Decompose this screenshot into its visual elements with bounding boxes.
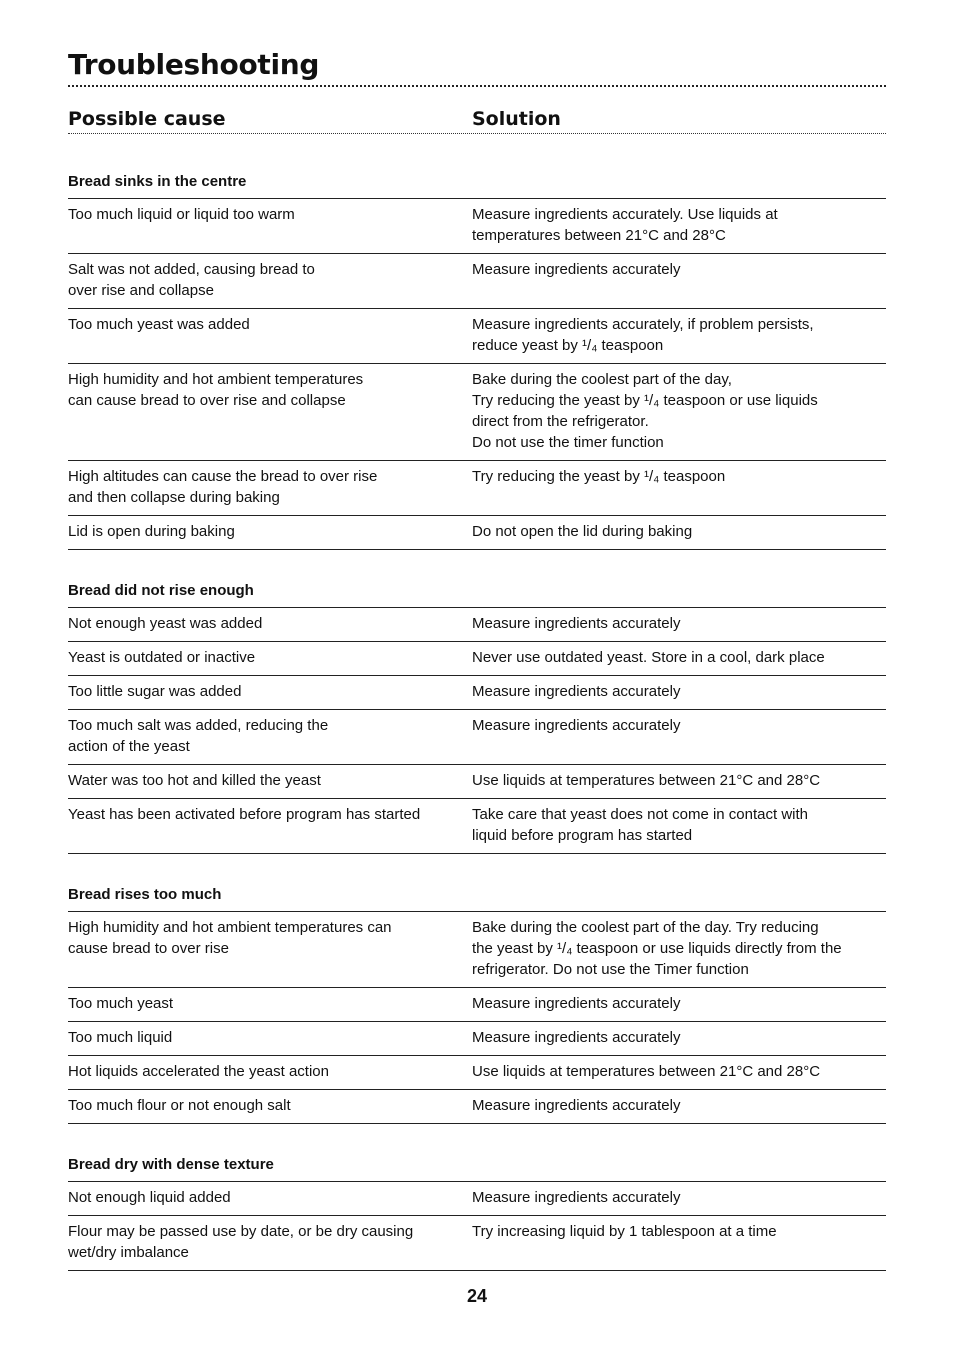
- cause-cell: Not enough liquid added: [68, 1189, 231, 1206]
- title-divider: [68, 85, 886, 87]
- solution-cell: Take care that yeast does not come in contact with liquid before program has started: [472, 806, 809, 844]
- page-number: 24: [466, 1286, 488, 1306]
- cause-cell: Too much yeast was added: [68, 316, 250, 333]
- cause-cell: Too much liquid: [68, 1029, 173, 1046]
- table-row: [68, 676, 886, 710]
- table-row: [68, 309, 886, 364]
- table-row: [68, 1182, 886, 1216]
- table-row: [68, 608, 886, 642]
- section: [68, 576, 886, 854]
- section: [68, 167, 886, 550]
- table-row: [68, 710, 886, 765]
- table-row: [68, 1022, 886, 1056]
- table-row: [68, 254, 886, 309]
- section: [68, 880, 886, 1124]
- page-title: Troubleshooting: [68, 48, 320, 81]
- solution-cell: Measure ingredients accurately: [472, 717, 681, 734]
- column-header-solution: Solution: [472, 108, 561, 130]
- table-row: [68, 199, 886, 254]
- section-title: Bread dry with dense texture: [68, 1150, 886, 1182]
- solution-cell: Measure ingredients accurately, if problem persists, reduce yeast by ¹/₄ teaspoon: [472, 316, 814, 354]
- cause-cell: Too much yeast: [68, 995, 174, 1012]
- table-row: [68, 912, 886, 988]
- table-row: [68, 364, 886, 461]
- solution-cell: Measure ingredients accurately. Use liquids at temperatures between 21°C and 28°C: [472, 206, 778, 244]
- header-divider: [68, 133, 886, 134]
- cause-cell: Too little sugar was added: [68, 683, 242, 700]
- cause-cell: High humidity and hot ambient temperatures can cause bread to over rise and collapse: [68, 371, 364, 409]
- cause-cell: Lid is open during baking: [68, 523, 235, 540]
- solution-cell: Bake during the coolest part of the day, Try reducing the yeast by ¹/₄ teaspoon or use liquids direct from the refrigerator. Do not use the timer function: [472, 371, 818, 451]
- solution-cell: Never use outdated yeast. Store in a cool, dark place: [472, 649, 825, 666]
- section-title: Bread sinks in the centre: [68, 167, 886, 199]
- cause-cell: High altitudes can cause the bread to over rise and then collapse during baking: [68, 468, 378, 506]
- cause-cell: Too much liquid or liquid too warm: [68, 206, 295, 223]
- solution-cell: Try reducing the yeast by ¹/₄ teaspoon: [472, 468, 726, 485]
- solution-cell: Measure ingredients accurately: [472, 261, 681, 278]
- table-row: [68, 1216, 886, 1271]
- table-row: [68, 799, 886, 854]
- cause-cell: High humidity and hot ambient temperatures can cause bread to over rise: [68, 919, 392, 957]
- solution-cell: Measure ingredients accurately: [472, 615, 681, 632]
- solution-cell: Try increasing liquid by 1 tablespoon at a time: [472, 1223, 777, 1240]
- table-row: [68, 516, 886, 550]
- solution-cell: Measure ingredients accurately: [472, 1029, 681, 1046]
- cause-cell: Yeast has been activated before program has started: [68, 806, 421, 823]
- table-row: [68, 1056, 886, 1090]
- solution-cell: Use liquids at temperatures between 21°C and 28°C: [472, 772, 821, 789]
- cause-cell: Salt was not added, causing bread to over rise and collapse: [68, 261, 315, 299]
- table-row: [68, 461, 886, 516]
- table-row: [68, 988, 886, 1022]
- cause-cell: Water was too hot and killed the yeast: [68, 772, 321, 789]
- section-title: Bread did not rise enough: [68, 576, 886, 608]
- solution-cell: Do not open the lid during baking: [472, 523, 693, 540]
- section: [68, 1150, 886, 1271]
- cause-cell: Too much salt was added, reducing the action of the yeast: [68, 717, 329, 755]
- cause-cell: Hot liquids accelerated the yeast action: [68, 1063, 329, 1080]
- solution-cell: Measure ingredients accurately: [472, 1189, 681, 1206]
- cause-cell: Too much flour or not enough salt: [68, 1097, 291, 1114]
- table-row: [68, 1090, 886, 1124]
- solution-cell: Measure ingredients accurately: [472, 683, 681, 700]
- table-row: [68, 642, 886, 676]
- solution-cell: Bake during the coolest part of the day. Try reducing the yeast by ¹/₄ teaspoon or use liquids directly from the refrigerator. Do not use the Timer function: [472, 919, 842, 978]
- cause-cell: Not enough yeast was added: [68, 615, 263, 632]
- table-row: [68, 765, 886, 799]
- troubleshooting-table: [68, 167, 886, 1297]
- solution-cell: Measure ingredients accurately: [472, 995, 681, 1012]
- section-title: Bread rises too much: [68, 880, 886, 912]
- cause-cell: Flour may be passed use by date, or be dry causing wet/dry imbalance: [68, 1223, 414, 1261]
- solution-cell: Use liquids at temperatures between 21°C and 28°C: [472, 1063, 821, 1080]
- column-header-cause: Possible cause: [68, 108, 226, 130]
- solution-cell: Measure ingredients accurately: [472, 1097, 681, 1114]
- cause-cell: Yeast is outdated or inactive: [68, 649, 256, 666]
